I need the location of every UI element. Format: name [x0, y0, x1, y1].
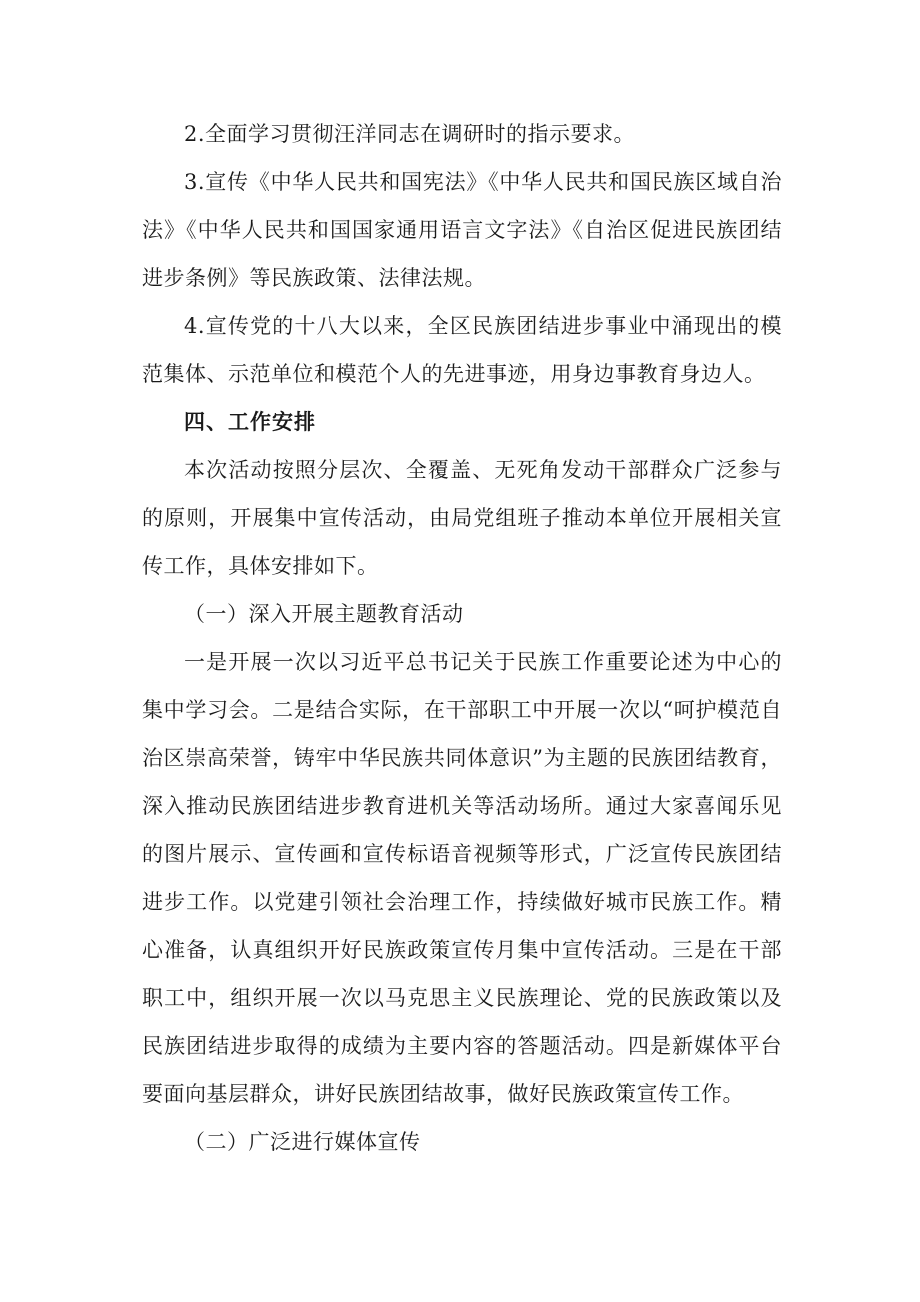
subsection-heading-1: （一）深入开展主题教育活动 — [184, 602, 464, 626]
document-page — [142, 110, 782, 1166]
section-intro: 本次活动按照分层次、全覆盖、无死角发动干部群众广泛参与的原则，开展集中宣传活动，由局党组班子推动本单位开展相关宣传工作，具体安排如下。 — [142, 458, 782, 578]
paragraph-item-3: 3.宣传《中华人民共和国宪法》《中华人民共和国民族区域自治法》《中华人民共和国国家通用语言文字法》《自治区促进民族团结进步条例》等民族政策、法律法规。 — [142, 170, 782, 290]
paragraph-item-2: 2.全面学习贯彻汪洋同志在调研时的指示要求。 — [184, 122, 636, 146]
subsection-heading-2: （二）广泛进行媒体宣传 — [184, 1130, 421, 1154]
subsection-body-1: 一是开展一次以习近平总书记关于民族工作重要论述为中心的集中学习会。二是结合实际，在干部职工中开展一次以“呵护模范自治区崇高荣誉，铸牢中华民族共同体意识”为主题的民族团结教育，深入推动民族团结进步教育进机关等活动场所。通过大家喜闻乐见的图片展示、宣传画和宣传标语音视频等形式，广泛宣传民族团结进步工作。以党建引领社会治理工作，持续做好城市民族工作。精心准备，认真组织开好民族政策宣传月集中宣传活动。三是在干部职工中，组织开展一次以马克思主义民族理论、党的民族政策以及民族团结进步取得的成绩为主要内容的答题活动。四是新媒体平台要面向基层群众，讲好民族团结故事，做好民族政策宣传工作。 — [142, 650, 782, 1106]
section-heading: 四、工作安排 — [184, 410, 316, 434]
paragraph-item-4: 4.宣传党的十八大以来，全区民族团结进步事业中涌现出的模范集体、示范单位和模范个人的先进事迹，用身边事教育身边人。 — [142, 314, 782, 386]
